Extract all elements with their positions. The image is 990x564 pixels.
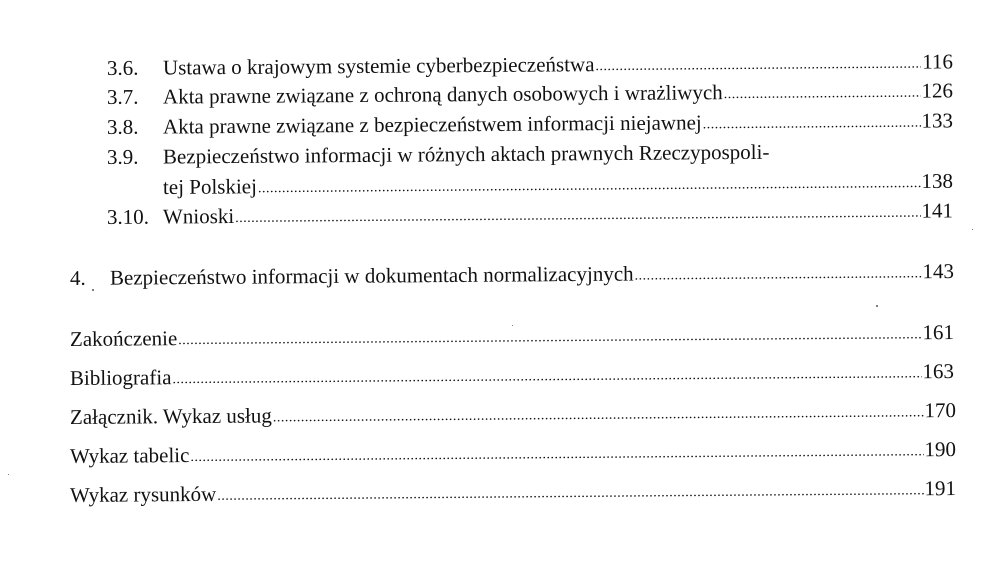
toc-entry-title-line1: Bezpieczeństwo informacji w różnych aktach prawnych Rzeczypospoli- [162,139,770,169]
toc-chapter-entry [70,258,954,295]
toc-backmatter-entry [70,358,954,395]
toc-entry-page: 133 [921,108,954,133]
toc-entry-page: 163 [922,359,955,384]
toc-entry-title-line2: tej Polskiej [162,174,257,199]
toc-chapter-title: Bezpieczeństwo informacji w dokumentach normalizacyjnych [109,261,634,290]
toc-chapter-page: 143 [922,259,955,284]
toc-entry-number: 3.9. [106,144,139,169]
toc-entry-title: Wnioski [162,204,235,229]
toc-entry-page: 190 [924,437,957,462]
scan-speck [512,325,513,326]
toc-entry-page: 161 [922,320,955,345]
dot-leader [724,81,921,109]
dot-leader [178,322,921,354]
toc-entry-title: Zakończenie [69,326,178,351]
toc-entry-number: 3.10. [106,204,150,229]
dot-leader [273,400,924,431]
scan-speck [8,474,9,475]
dot-leader [703,111,921,139]
dot-leader [635,261,922,289]
toc-entry-page: 126 [921,78,954,103]
dot-leader [190,439,923,471]
toc-entry-title: Bibliografia [69,365,172,390]
dot-leader [595,52,921,81]
toc-entry-title: Ustawa o krajowym systemie cyberbezpieczeństwa [162,52,595,80]
toc-entry-title: Wykaz rysunków [69,481,217,507]
dot-leader [172,361,921,393]
toc-entry-page: 116 [922,49,954,74]
toc-entry-page: 141 [921,198,954,223]
toc-entry-number: 3.6. [106,55,139,80]
toc-chapter-number: 4. [69,265,86,290]
scan-speck [92,289,94,291]
toc-entry [107,197,953,234]
toc-entry-title: Akta prawne związane z bezpieczeństwem informacji niejawnej [162,110,702,139]
dot-leader [217,478,923,510]
toc-entry-page: 191 [924,476,957,501]
toc-backmatter-entry [70,436,956,473]
toc-entry-page: 138 [921,168,954,194]
scan-speck [972,229,973,230]
toc-entry-title: Wykaz tabelic [69,443,190,468]
toc-entry-multiline [107,139,770,170]
toc-entry-number: 3.8. [106,114,139,139]
scan-speck [876,305,878,307]
toc-entry-title: Załącznik. Wykaz usług [69,403,272,429]
toc-backmatter-entry [70,397,956,434]
toc-entry-title: Akta prawne związane z ochroną danych osobowych i wrażliwych [162,80,723,109]
toc-backmatter-entry [70,475,956,512]
toc-entry-page: 170 [924,398,957,423]
toc-entry [107,107,953,144]
dot-leader [235,201,921,232]
toc-entry-number: 3.7. [106,84,139,109]
